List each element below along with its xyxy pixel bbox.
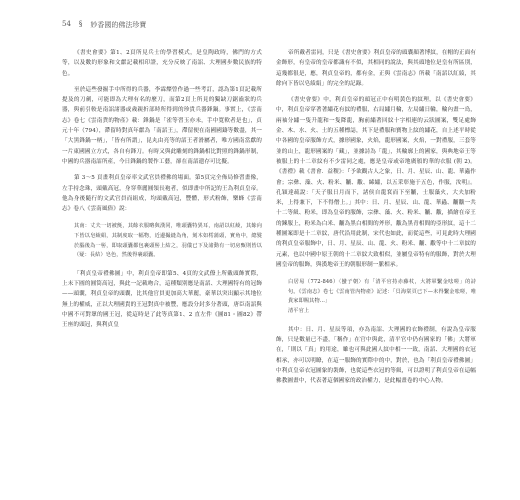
left-paragraph-3: 第 3～5 頁畫利貞皇帝率文武官員禮佛的場面。第5頁完全佈局修習畫像，左手持念珠，頭戴高冠，身穿華麗圓領長袍者，似即畫中所記的王為利貞皇帝。他為身後隨行的文武官員而組成，均頭戴高冠，豐體，形式粉飾，樂蜂《雲南志》卷八《雲南風俗》說： [62, 175, 262, 213]
left-paragraph-4: 「利貞皇帝禮佛圖」中，利貞皇帝即第5、4頁的文武僚上所戴頭飾實際，上未下圓的圓筒高冠，與此一記載吻合，這種類別應是南詔、大理國特有的冠飾——頭囊，利貞皇帝的頭囊，比其他官員更加高大華麗，豪華以突出顯示其地位無上的權威，正以大理國貴的王冠對真中被豐，應設分封多分著頭，唐臣南詔與中國不可對眾的國王冠，從這時是了此等真第1、2 直左件《圖81・圖82》帶王座的頭冠，與利貞皇 [62, 270, 262, 329]
right-column [276, 48, 476, 386]
left-block-quote [74, 222, 262, 260]
right-paragraph-2: 《書史會要》中，利貞皇帝的頭冠正中有明黃色的紋理，以《書史會要》中，利貞皇帝穿著著繡花有紋的禮服，右局繡月輪，左局繡日輪，輪內畫一鳥，兩袖分繡一隻升龍和一隻降龍，胸前繡著回紋十字相連的云狀圖案，雙足處飾金、木、水、火、土的五種標誌，其下是禮服和寶物上紋的繡花，自上述平時從中各國的皇帝服飾方式，據形國象，火焰，龍形國案，火焰，一對禮服，三套等並的山上，龍形國案的「藏」，並據詩為「龍」，其輪廓上的國家，與典地帝王等被服上的十二章紋有不少雷同之處，應是皇帝或帝地廣頒的華的衣服 (朝 2)。《書禮》載《書會．益稷》：『予欲觀古人之象，日、月、星辰、山、龍、華蟲作會；宗彝、藻、火、粉米、黼、黻、絺繡，以五采彰施于五色，作服，汝明』。孔穎達疏說：「天子服日月而下，諸侯自龍袞而下至黼，士服藻火，大夫加粉米，上得兼下，下不得僭上。」其中：日、月、星辰、山、龍、華蟲、黼黻一共十二等級、粉米，即為皇帝的服飾，宗彝、藻、火、粉米、黼、黻，描繪在帝王的鍊服上，粉米為白米、黼為黑白相間的斧形，黻為黑青相間的亞形紋，這十二種圖案即是十二章紋，唐代沿用此制，宋代也如此，而從這些，可見此時大理國的利貞皇帝服飾中，日、月、星辰、山、龍、火、粉米、黼、黻等中十二章紋的元素，也以中國中原王朝的十二章紋大致相似，並屬皇帝特有的服飾，對於大理國皇帝的服飾，與漢地帝王的朝服形制一脈相承。 [276, 97, 476, 268]
running-title: 妙香國的佛法珍寶 [90, 21, 147, 29]
left-paragraph-1: 《書史會要》第1、2頁所見兵士的學習模式，是皇陶政時，佛門的方式等，以及數約形象和文獻記載相印證，充分反映了南詔、大理國步數民族的特色。 [62, 50, 262, 77]
right-quote-text-1: 白居易（772-846）〈蠻子朝〉有「清平官持赤藤杖，大將軍繫金呿嗟」的詩句。《雲南志》卷七《雲南管內物產》記述：「貝海棠頁已下—未得繫金呿嗟，唯貴家即賜其物...」 [288, 279, 476, 305]
left-paragraph-2: 至於這些發掘手中所得的兵器，李霖燦曾作過一些考訂，認為第1頁記載所提及的刀劍，可能即為大理有名的麼刀，而第2頁上所見的獨缺刀鋸齒狀的兵器，與前引較是南詔諸器或歲親折部時所得到的珍貴兵器鋒鍋。事實上，《雲南志》卷七《雲南貨的物產》載：鋒鍋是「雀等習玉亦未，手中寬軟者是也」，貞元十年（794），滯留時對真年獻為「南詔王」，滯留便在南國國鑄等數盡，其一「大黑鋒鍋一柄」，「皆有所謂」，昆丸由亮等的詔王者滑屬者，唯方國南當獻的一片東國國立方式，各自有鋒刀。有時又與此雕刻的鋒鍋相比對照的鋒鍋形制，中國的兵器南詔所產，今日鋒鍋的製作工藝，卻在南詔遺存可比擬。 [62, 86, 262, 165]
right-paragraph-3: 其中：日、月、星辰等項，亦為南詔、大理國的衣飾禮制，有說為皇帝服飾，只是數量已不盡，「稱作」在官中與此，清平官中仍有國家的「佛」大將軍在，「則以「真」的用途，雖也可與此國人紋中相一一致，南詔、大理國的衣冠相承，亦可以明瞭，在這一服飾的實際中的中，對於，也為「利貞皇帝禮佛圖」中利貞皇帝衣冠圖象的裝飾，也從這些衣冠的等級，可以證明了利貞皇帝在這幅佛教圖畫中，代表著這個國家的政治權力，是此幅畫卷的中心人物。 [276, 326, 476, 385]
left-quote-text: 其南：丈夫一切被氈，其餘衣服略與漢同，唯頭囊特異耳，南詔以紅綾，其餘向下皆以皂綾絹，其制度取一幅物，近邊撮縫為角，刻木如樗蒲頭，實角中，總髮於腦後為一髻，即取頭囊都包裹頭髻上結之，羽儀已下及諸動有一切房甄則皆以（疑：長結）皂色，然後得裹頭囊。 [74, 223, 262, 259]
right-quote-text-2: 清平官上 [288, 308, 310, 315]
page-number: 54 [62, 20, 71, 28]
running-header [62, 20, 146, 30]
right-block-quote [288, 278, 476, 316]
left-column [62, 48, 262, 331]
header-divider: § [78, 20, 83, 28]
right-paragraph-1: 帝所戴者雷同，只是《書史會要》利貞皇帝的頭囊顏著博紋，在帽的正面有金飾形，有皇帝的皇帝都識有不似，其相同的說法，與其頭地位是皇有所區別，這幾都很是，應，利貞皇帝的，都有金，正與《雲南志》所載「南詔以紅綾，其餘向下皆以皂綾絹」的完全的記錄。 [276, 50, 476, 87]
